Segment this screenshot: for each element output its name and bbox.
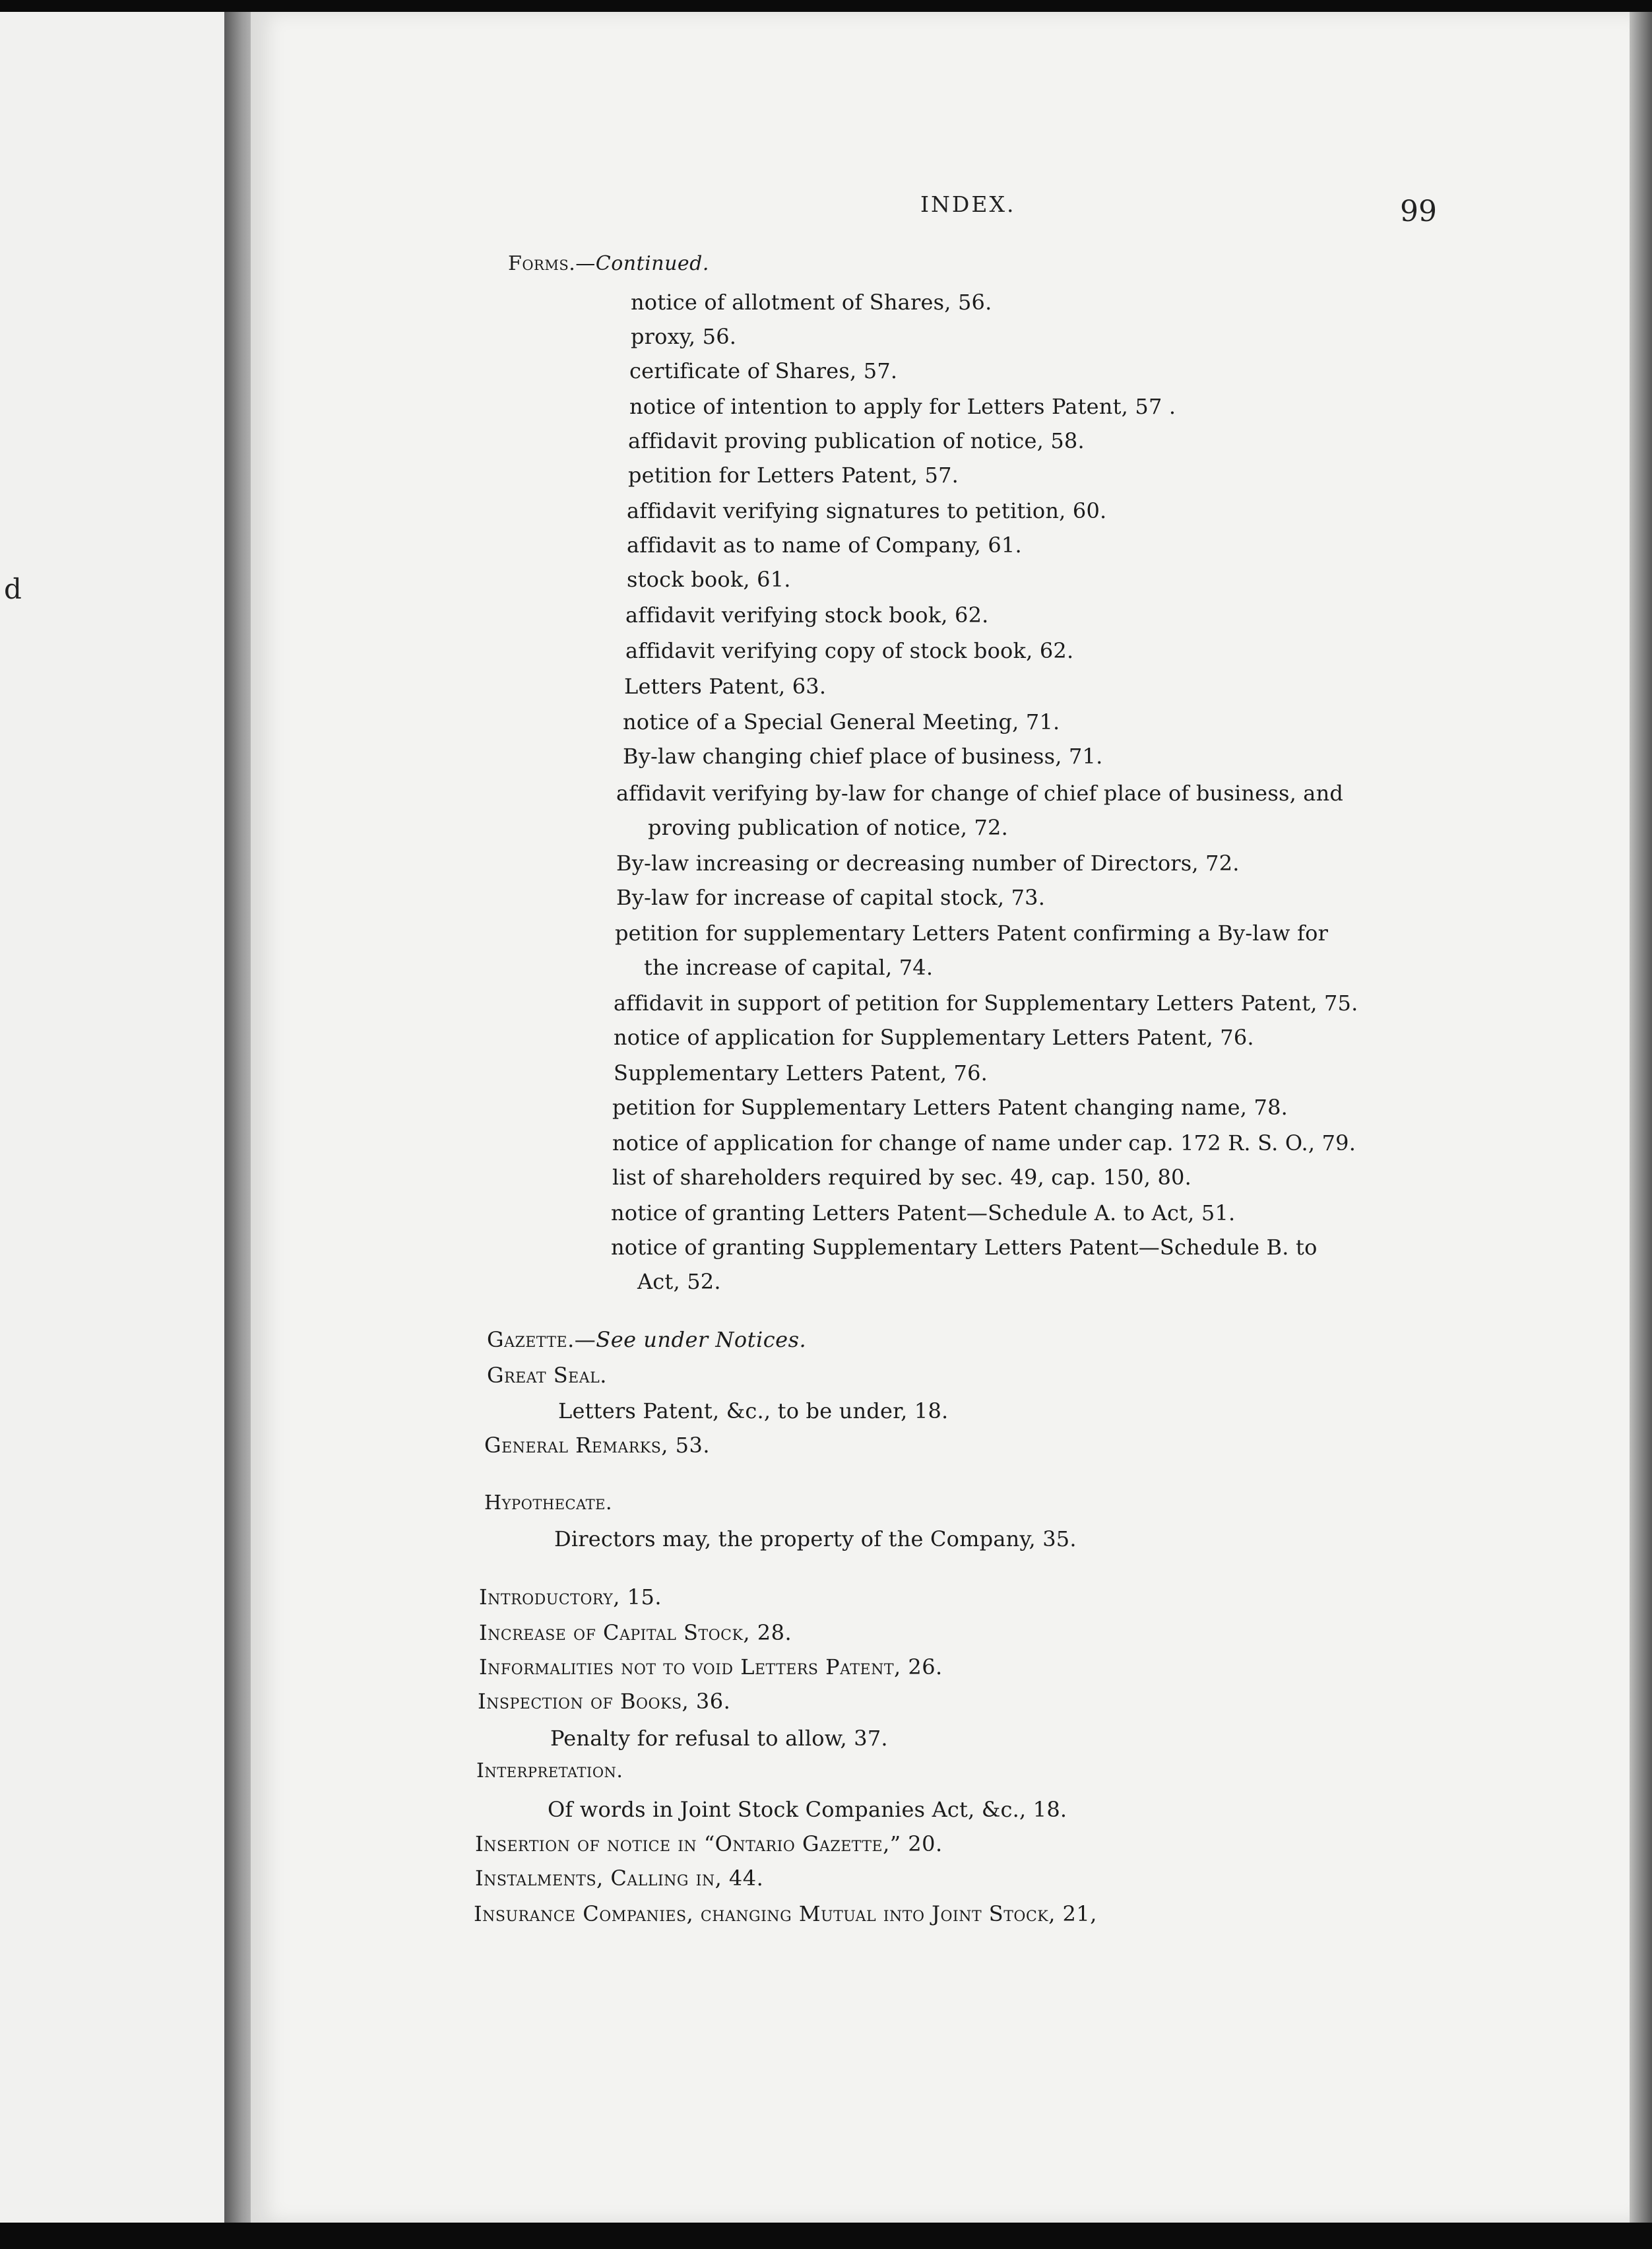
index-heading-increase-capital: Increase of Capital Stock, 28.: [479, 1620, 792, 1645]
index-subentry-continuation: the increase of capital, 74.: [644, 955, 934, 980]
index-subentry: notice of a Special General Meeting, 71.: [623, 709, 1060, 734]
index-subentry: notice of application for Supplementary Letters Patent, 76.: [614, 1025, 1254, 1050]
index-subentry: Penalty for refusal to allow, 37.: [550, 1726, 888, 1751]
page-edge-shadow: [1630, 12, 1652, 2223]
index-subentry: list of shareholders required by sec. 49, cap. 150, 80.: [612, 1165, 1191, 1190]
index-subentry: petition for Letters Patent, 57.: [628, 463, 959, 488]
index-subentry: petition for supplementary Letters Patent confirming a By-law for: [615, 921, 1329, 946]
index-heading-interpretation: Interpretation.: [476, 1759, 623, 1782]
index-heading-informalities: Informalities not to void Letters Patent, 26.: [479, 1654, 943, 1679]
facing-page: [0, 12, 224, 2223]
index-heading-gazette: Gazette.—See under Notices.: [487, 1327, 807, 1352]
index-heading-introductory: Introductory, 15.: [479, 1584, 662, 1610]
index-subentry: notice of granting Letters Patent—Schedule A. to Act, 51.: [611, 1200, 1236, 1225]
index-subentry: proxy, 56.: [631, 324, 737, 349]
index-subentry: affidavit verifying copy of stock book, 62.: [625, 638, 1074, 663]
index-heading-forms: Forms.—Continued.: [508, 252, 709, 275]
index-subentry: certificate of Shares, 57.: [629, 358, 898, 383]
running-header: INDEX.: [920, 191, 1016, 217]
index-heading-great-seal: Great Seal.: [487, 1363, 607, 1388]
index-subentry: By-law increasing or decreasing number of Directors, 72.: [616, 851, 1240, 876]
page-number: 99: [1400, 195, 1437, 228]
index-heading-instalments: Instalments, Calling in, 44.: [475, 1866, 764, 1891]
index-subentry: affidavit verifying stock book, 62.: [625, 603, 989, 628]
index-subentry-continuation: Act, 52.: [637, 1269, 721, 1294]
index-subentry: affidavit verifying by-law for change of chief place of business, and: [616, 781, 1344, 806]
index-subentry: notice of intention to apply for Letters Patent, 57 .: [629, 394, 1176, 419]
index-subentry: Directors may, the property of the Company, 35.: [554, 1526, 1077, 1551]
index-subentry: affidavit proving publication of notice, 58.: [628, 428, 1085, 453]
scan-bottom-border: [0, 2223, 1652, 2249]
index-heading-general-remarks: General Remarks, 53.: [484, 1433, 711, 1458]
index-subentry: affidavit as to name of Company, 61.: [627, 533, 1022, 558]
index-subentry: notice of granting Supplementary Letters Patent—Schedule B. to: [611, 1235, 1318, 1260]
index-subentry: Supplementary Letters Patent, 76.: [614, 1060, 988, 1086]
index-subentry: By-law for increase of capital stock, 73.: [616, 885, 1046, 910]
index-subentry: Letters Patent, 63.: [624, 674, 827, 699]
index-subentry-continuation: proving publication of notice, 72.: [648, 815, 1008, 840]
index-subentry: Letters Patent, &c., to be under, 18.: [558, 1398, 949, 1423]
index-subentry: By-law changing chief place of business, 71.: [623, 744, 1103, 769]
index-subentry: notice of allotment of Shares, 56.: [631, 290, 992, 315]
index-subentry: affidavit in support of petition for Supplementary Letters Patent, 75.: [614, 991, 1358, 1016]
index-subentry: notice of application for change of name under cap. 172 R. S. O., 79.: [612, 1130, 1356, 1156]
scan-top-border: [0, 0, 1652, 13]
index-heading-hypothecate: Hypothecate.: [484, 1491, 612, 1515]
index-heading-inspection: Inspection of Books, 36.: [478, 1689, 731, 1714]
facing-page-fragment: d: [4, 573, 22, 605]
index-subentry: Of words in Joint Stock Companies Act, &c., 18.: [548, 1797, 1067, 1822]
index-subentry: stock book, 61.: [627, 567, 791, 592]
index-heading-insurance: Insurance Companies, changing Mutual into Joint Stock, 21,: [474, 1901, 1097, 1926]
index-subentry: petition for Supplementary Letters Patent changing name, 78.: [612, 1095, 1288, 1120]
index-subentry: affidavit verifying signatures to petition, 60.: [627, 498, 1107, 523]
index-heading-insertion: Insertion of notice in “Ontario Gazette,” 20.: [475, 1831, 943, 1856]
